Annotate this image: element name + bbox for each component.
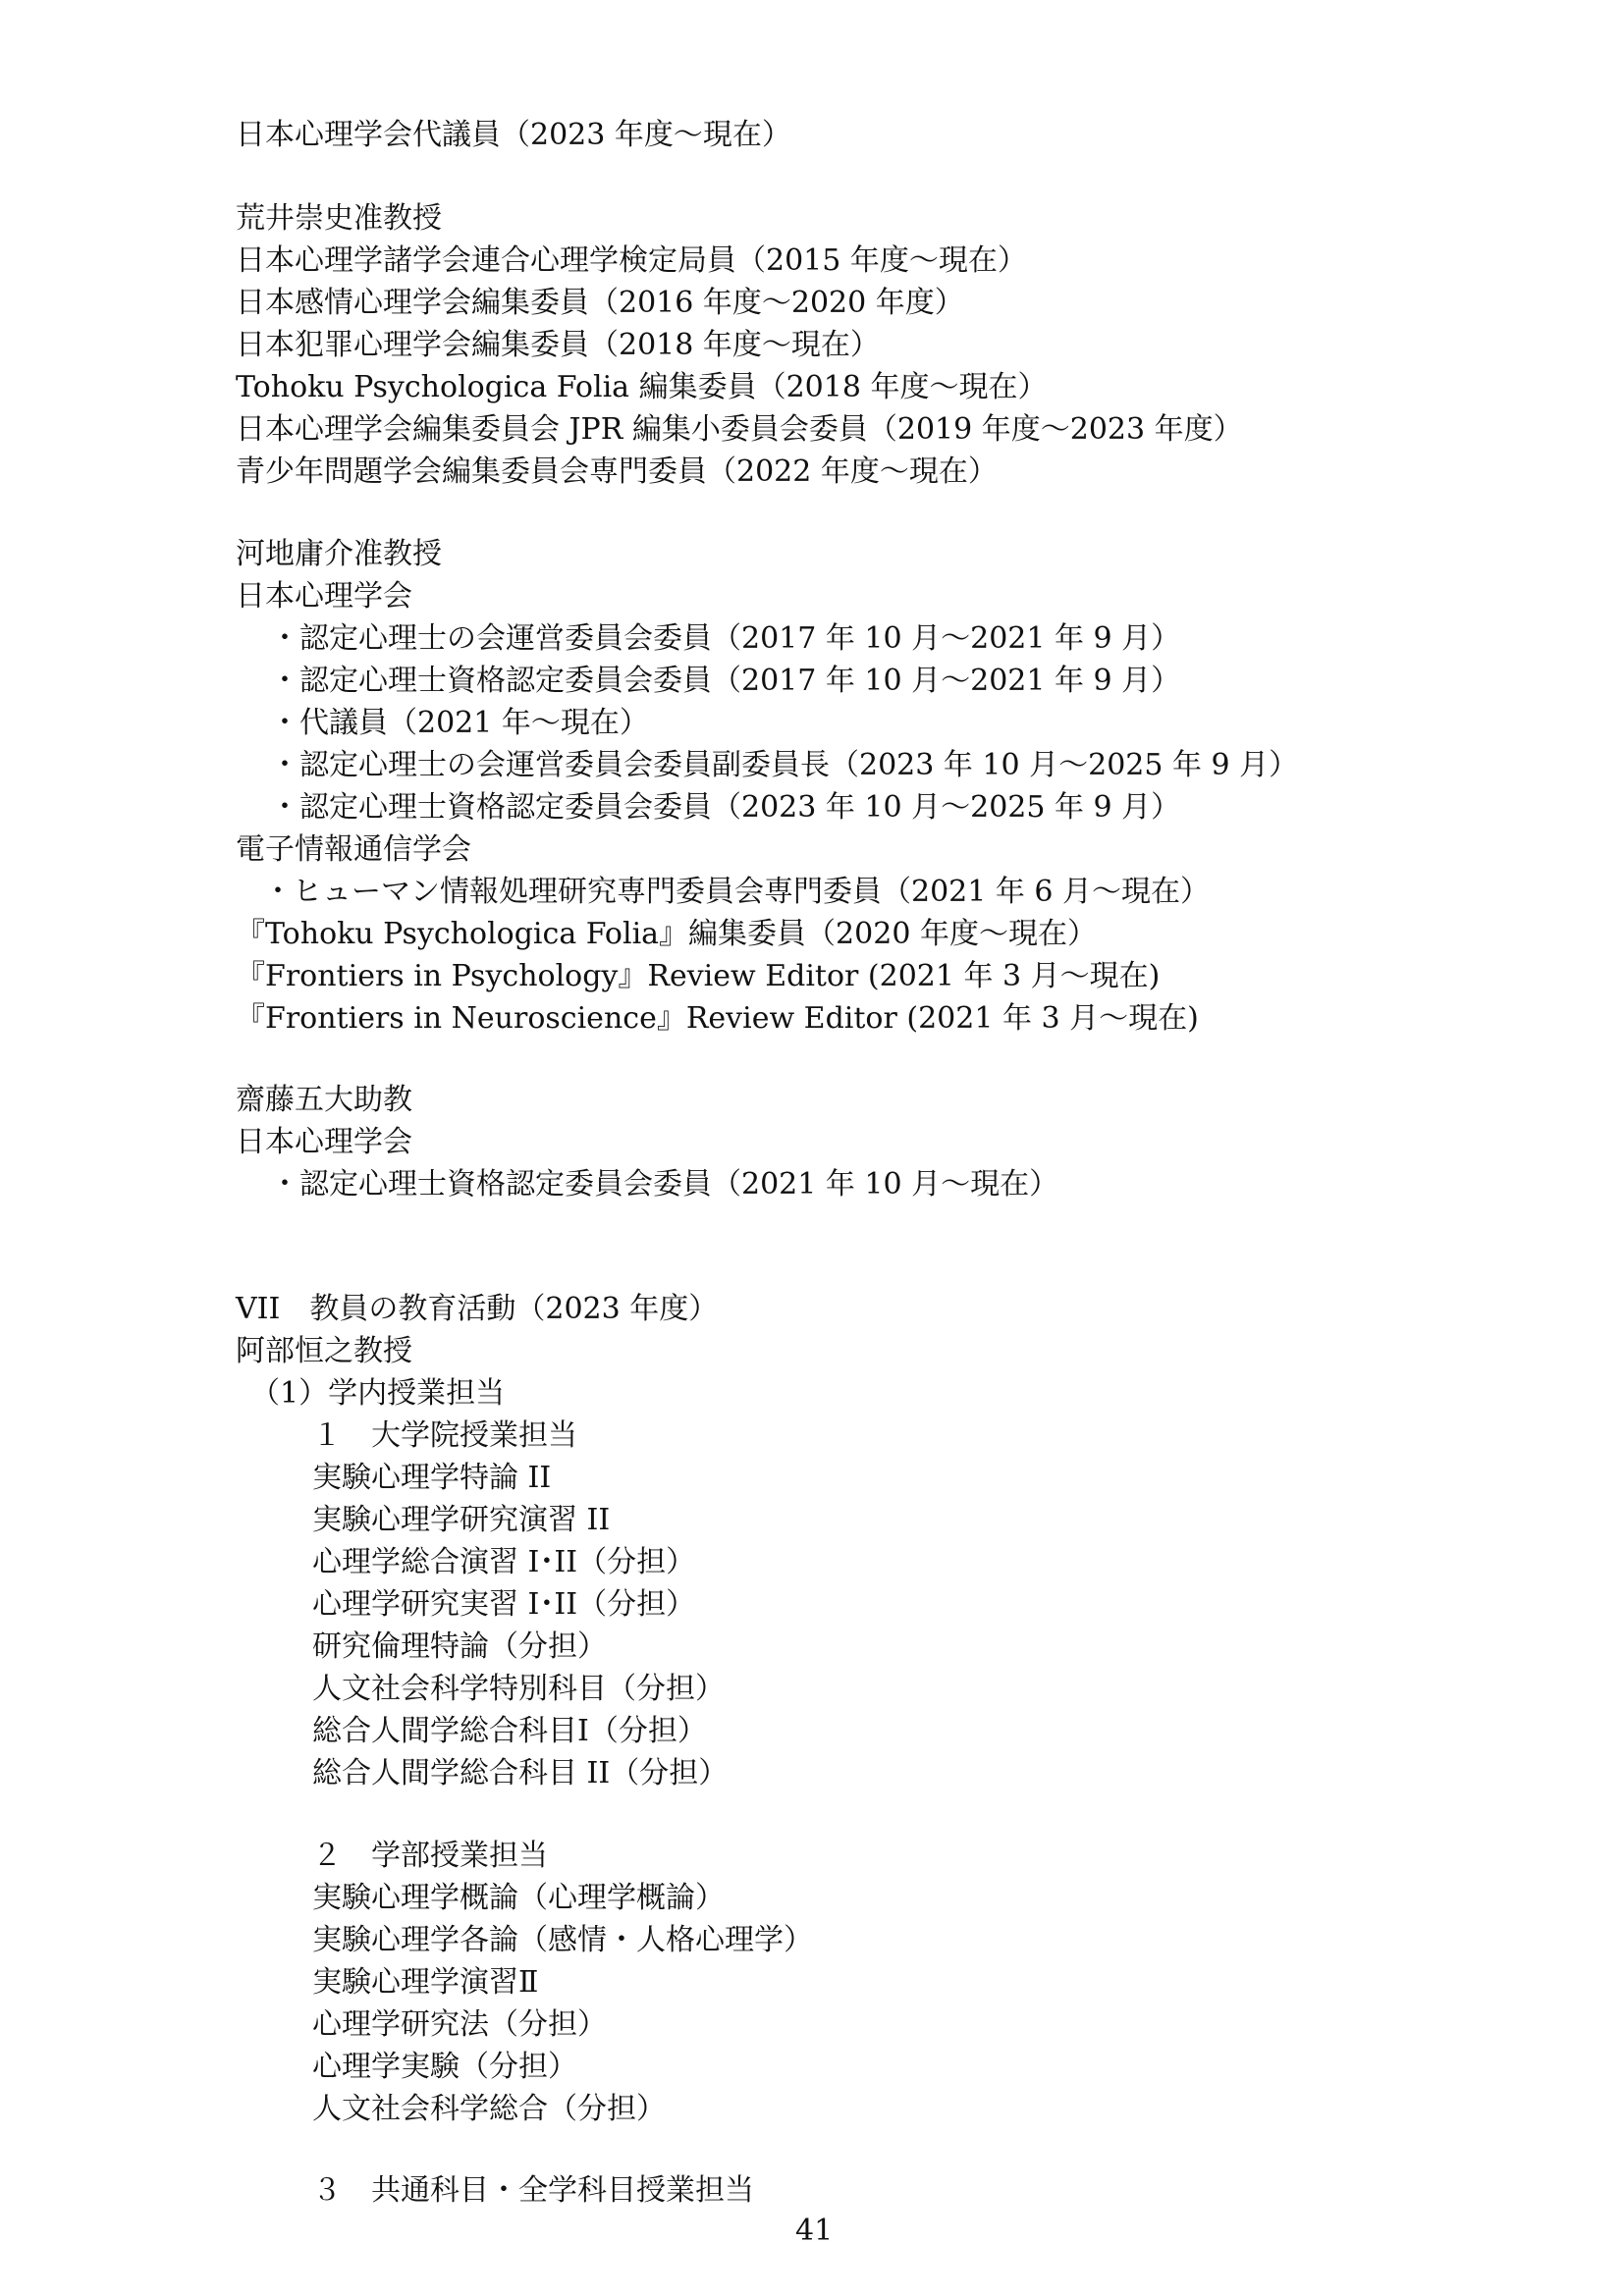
- course-item: 心理学研究法（分担）: [312, 2007, 607, 2042]
- course-item: 実験心理学研究演習 II: [312, 1503, 611, 1537]
- list-item: ・代議員（2021 年～現在）: [270, 706, 649, 740]
- section-heading: 齋藤五大助教: [236, 1083, 412, 1117]
- list-item: ・認定心理士の会運営委員会委員副委員長（2023 年 10 月～2025 年 9 月）: [270, 748, 1299, 782]
- section-heading: 河地庸介准教授: [236, 537, 442, 571]
- text-line: 『Frontiers in Neuroscience』Review Editor (2021 年 3 月～現在): [236, 1001, 1199, 1036]
- text-line: 日本心理学諸学会連合心理学検定局員（2015 年度～現在）: [236, 243, 1027, 278]
- text-line: 青少年問題学会編集委員会専門委員（2022 年度～現在）: [236, 454, 998, 489]
- list-item: ・認定心理士資格認定委員会委員（2021 年 10 月～現在）: [270, 1167, 1059, 1201]
- text-line: 電子情報通信学会: [236, 832, 471, 867]
- text-line: Tohoku Psychologica Folia 編集委員（2018 年度～現在）: [236, 370, 1048, 404]
- course-item: 人文社会科学総合（分担）: [312, 2092, 666, 2126]
- course-item: 心理学実験（分担）: [312, 2050, 577, 2084]
- page-number: 41: [795, 2214, 834, 2248]
- course-item: 心理学総合演習 I･II（分担）: [312, 1545, 696, 1579]
- text-line: 日本心理学会: [236, 579, 412, 614]
- text-line: 『Frontiers in Psychology』Review Editor (2021 年 3 月～現在): [236, 959, 1161, 993]
- text-line: 日本感情心理学会編集委員（2016 年度～2020 年度）: [236, 286, 964, 320]
- text-line: 日本心理学会: [236, 1125, 412, 1159]
- text-line: 日本心理学会編集委員会 JPR 編集小委員会委員（2019 年度～2023 年度）: [236, 412, 1243, 447]
- subsection-heading: （1）学内授業担当: [250, 1376, 506, 1411]
- list-item: ・認定心理士資格認定委員会委員（2023 年 10 月～2025 年 9 月）: [270, 790, 1181, 825]
- course-item: 実験心理学各論（感情・人格心理学）: [312, 1923, 813, 1957]
- course-item: 実験心理学概論（心理学概論）: [312, 1881, 725, 1915]
- subsection-heading: ２ 学部授業担当: [312, 1839, 548, 1873]
- section-heading: 阿部恒之教授: [236, 1334, 412, 1368]
- text-line: 『Tohoku Psychologica Folia』編集委員（2020 年度～現在）: [236, 917, 1097, 951]
- list-item: ・認定心理士資格認定委員会委員（2017 年 10 月～2021 年 9 月）: [270, 664, 1181, 698]
- course-item: 総合人間学総合科目 II（分担）: [312, 1756, 729, 1790]
- course-item: 研究倫理特論（分担）: [312, 1629, 607, 1664]
- course-item: 実験心理学特論 II: [312, 1461, 552, 1495]
- list-item: ・認定心理士の会運営委員会委員（2017 年 10 月～2021 年 9 月）: [270, 621, 1181, 656]
- subsection-heading: ３ 共通科目・全学科目授業担当: [312, 2173, 754, 2208]
- course-item: 人文社会科学特別科目（分担）: [312, 1672, 725, 1706]
- course-item: 総合人間学総合科目I（分担）: [312, 1714, 707, 1748]
- subsection-heading: １ 大学院授業担当: [312, 1418, 577, 1453]
- course-item: 実験心理学演習Ⅱ: [312, 1965, 539, 2000]
- section-heading: 荒井崇史准教授: [236, 201, 442, 236]
- chapter-heading: VII 教員の教育活動（2023 年度）: [236, 1292, 719, 1326]
- list-item: ・ヒューマン情報処理研究専門委員会専門委員（2021 年 6 月～現在）: [263, 875, 1211, 909]
- text-line: 日本犯罪心理学会編集委員（2018 年度～現在）: [236, 328, 880, 362]
- course-item: 心理学研究実習 I･II（分担）: [312, 1587, 696, 1622]
- text-line: 日本心理学会代議員（2023 年度～現在）: [236, 118, 791, 152]
